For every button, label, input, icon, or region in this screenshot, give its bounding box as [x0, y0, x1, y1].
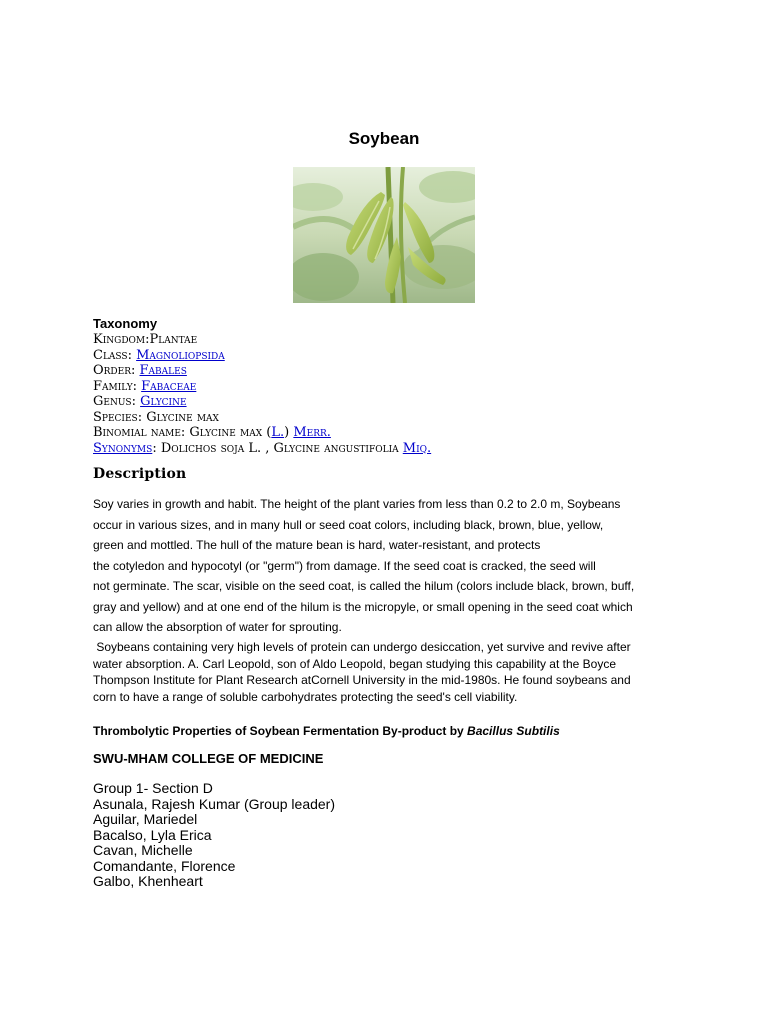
genus-label: Genus: — [93, 394, 141, 409]
synonyms-text: : Dolichos soja L. , Glycine angustifolia — [152, 440, 403, 456]
description-heading: Description — [93, 466, 187, 482]
description-paragraph-1 — [93, 494, 693, 638]
family-label: Family: — [93, 378, 142, 394]
soybean-pods-photo-icon — [293, 167, 475, 303]
family-link[interactable]: Fabaceae — [141, 378, 197, 394]
binomial-label: Binomial name: — [93, 425, 190, 440]
group-member: Galbo, Khenheart — [93, 873, 203, 889]
description-line: Soy varies in growth and habit. The height of the plant varies from less than 0.2 to 2.0 m, Soybeans — [93, 497, 621, 511]
page-title: Soybean — [348, 129, 420, 148]
genus-link[interactable]: Glycine — [140, 394, 187, 409]
class-line — [93, 348, 693, 364]
family-line — [93, 379, 693, 395]
description-line: the cotyledon and hypocotyl (or "germ") from damage. If the seed coat is cracked, the seed will — [93, 558, 596, 573]
group-heading: Group 1- Section D — [93, 780, 213, 796]
kingdom-line — [93, 332, 693, 348]
order-link[interactable]: Fabales — [139, 363, 187, 378]
group-member: Comandante, Florence — [93, 857, 236, 874]
description-line: Soybeans containing very high levels of protein can undergo desiccation, yet survive and revive after — [93, 640, 631, 654]
binomial-line — [93, 425, 693, 441]
soybean-photo — [293, 167, 475, 303]
class-label: Class: — [93, 347, 137, 363]
study-title-text: Thrombolytic Properties of Soybean Fermentation By-product by — [93, 724, 468, 738]
synonyms-author-link[interactable]: Miq. — [402, 440, 432, 456]
taxonomy-section — [93, 315, 693, 456]
description-line: green and mottled. The hull of the mature bean is hard, water-resistant, and protects — [93, 538, 541, 552]
description-line: can allow the absorption of water for sprouting. — [93, 620, 342, 634]
binomial-mid: ) — [284, 425, 294, 440]
description-paragraph-2 — [93, 639, 693, 705]
description-line: occur in various sizes, and in many hull or seed coat colors, including black, brown, blue, yellow, — [93, 517, 604, 532]
order-label: Order: — [93, 363, 140, 378]
kingdom-label: Kingdom: — [93, 332, 150, 347]
binomial-author-link-merr[interactable]: Merr. — [293, 425, 331, 440]
group-member: Aguilar, Mariedel — [93, 811, 198, 827]
group-member: Cavan, Michelle — [93, 842, 193, 858]
kingdom-value: Plantae — [149, 332, 198, 347]
description-line: water absorption. A. Carl Leopold, son of Aldo Leopold, began studying this capability at the Boyce — [93, 656, 617, 671]
group-member: Bacalso, Lyla Erica — [93, 826, 212, 843]
taxonomy-heading: Taxonomy — [93, 316, 158, 331]
group-list — [93, 781, 335, 890]
binomial-name: Glycine max ( — [189, 425, 272, 440]
species-line — [93, 410, 693, 426]
synonyms-line — [93, 441, 693, 457]
group-member: Asunala, Rajesh Kumar (Group leader) — [93, 795, 336, 812]
college-name: SWU-MHAM COLLEGE OF MEDICINE — [93, 751, 324, 766]
description-line: Thompson Institute for Plant Research atCornell University in the mid-1980s. He found soybeans and — [93, 673, 631, 687]
description-line: not germinate. The scar, visible on the seed coat, is called the hilum (colors include black, brown, buff, — [93, 579, 635, 593]
synonyms-link[interactable]: Synonyms — [93, 440, 153, 456]
species-label: Species: — [93, 409, 147, 425]
study-title — [93, 724, 560, 738]
order-line — [93, 363, 693, 379]
study-organism: Bacillus Subtilis — [467, 724, 560, 738]
genus-line — [93, 394, 693, 410]
species-value: Glycine max — [146, 409, 219, 425]
class-link[interactable]: Magnoliopsida — [136, 347, 225, 363]
description-line: gray and yellow) and at one end of the hilum is the micropyle, or small opening in the seed coat which — [93, 599, 633, 614]
description-line: corn to have a range of soluble carbohydrates protecting the seed's cell viability. — [93, 689, 518, 704]
binomial-author-link-l[interactable]: L. — [271, 425, 285, 440]
